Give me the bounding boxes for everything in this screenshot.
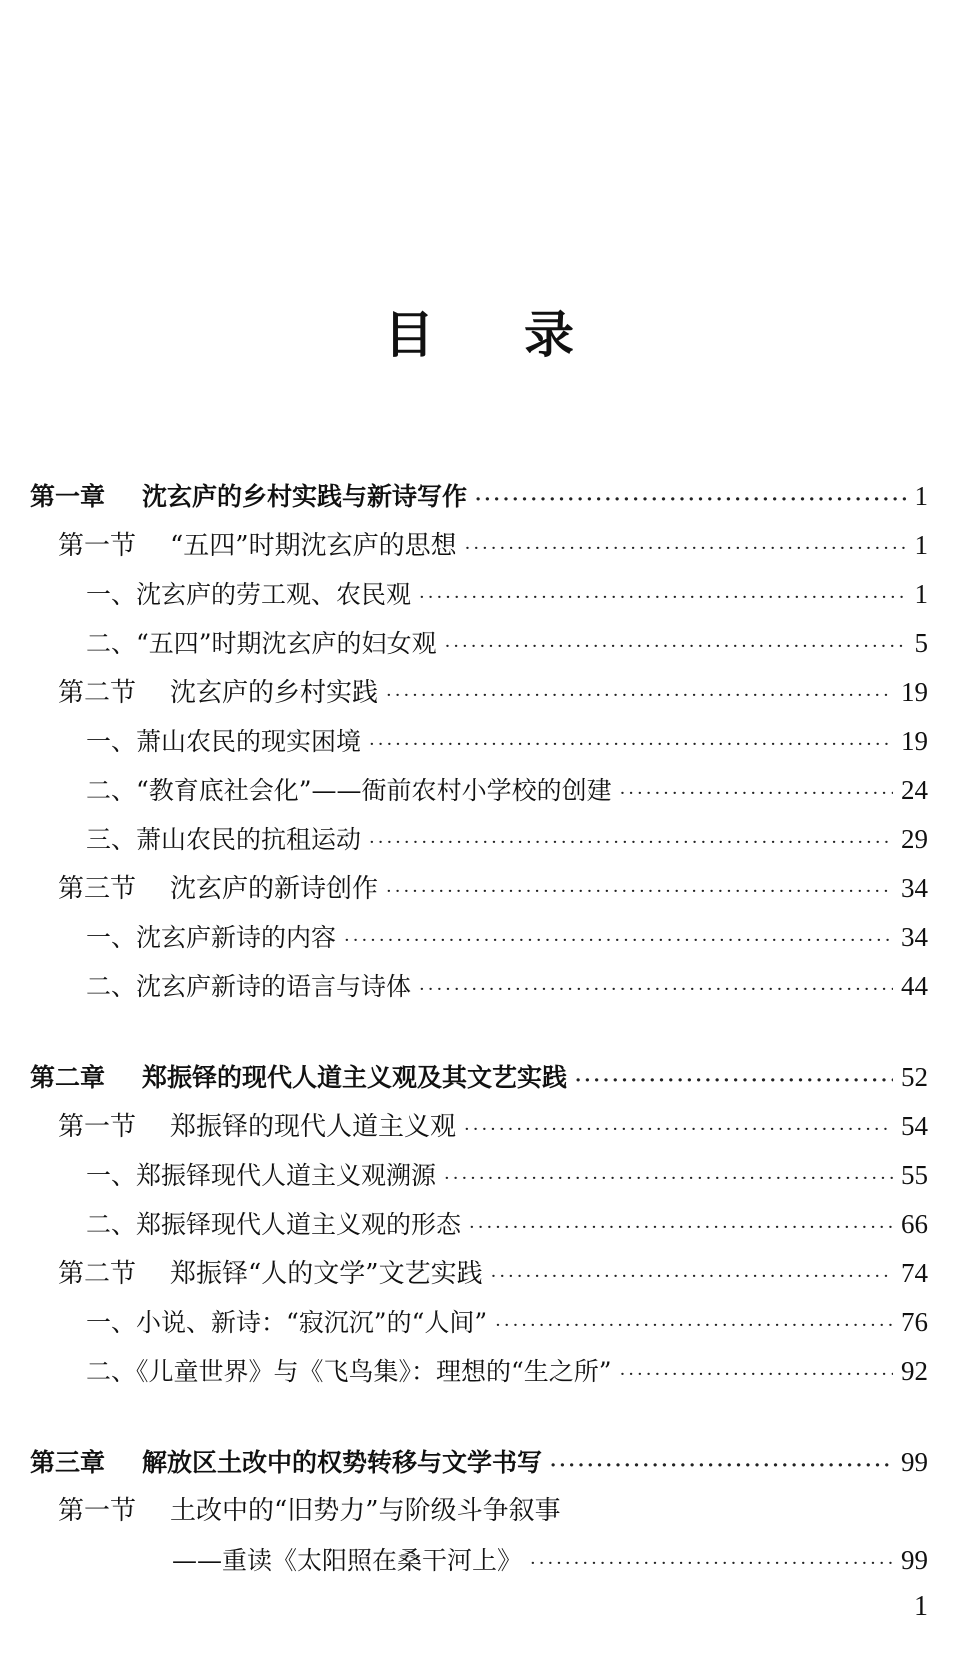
page-number: 52: [901, 1062, 928, 1092]
leader-dots: [386, 671, 893, 720]
leader-dots: [369, 818, 893, 867]
page-number: 19: [901, 726, 928, 756]
toc-chapter-1[interactable]: 第一章 沈玄庐的乡村实践与新诗写作 ····· 1: [30, 472, 928, 521]
leader-dots: [475, 475, 906, 524]
page-number: 24: [901, 775, 928, 805]
chapter-gap: [30, 1011, 928, 1053]
leader-dots: [550, 1441, 893, 1490]
leader-dots: [530, 1539, 893, 1588]
page-number: 55: [901, 1160, 928, 1190]
toc-subsection[interactable]: 二、《儿童世界》与《飞鸟集》：理想的“生之所” ····· 92: [30, 1347, 928, 1396]
toc-subsection[interactable]: 二、沈玄庐新诗的语言与诗体 ····· 44: [30, 962, 928, 1011]
leader-dots: [464, 1105, 893, 1154]
page-number: 1: [914, 530, 928, 560]
toc-section[interactable]: 第三节 沈玄庐的新诗创作 ····· 34: [30, 864, 928, 913]
leader-dots: [620, 769, 893, 818]
page-number: 1: [914, 579, 928, 609]
leader-dots: [495, 1301, 893, 1350]
page-number: 19: [901, 677, 928, 707]
leader-dots: [491, 1252, 893, 1301]
page-number: 34: [901, 873, 928, 903]
page-number: 1: [914, 481, 928, 511]
toc-section[interactable]: 第一节 土改中的“旧势力”与阶级斗争叙事: [58, 1496, 561, 1526]
page-number: 92: [901, 1356, 928, 1386]
folio-page-number: 1: [914, 1591, 928, 1622]
leader-dots: [445, 622, 907, 671]
page-number: 76: [901, 1307, 928, 1337]
leader-dots: [575, 1056, 893, 1105]
toc-section[interactable]: 第一节 “五四”时期沈玄庐的思想 ····· 1: [30, 521, 928, 570]
leader-dots: [469, 1203, 893, 1252]
page-number: 66: [901, 1209, 928, 1239]
toc-subsection[interactable]: 一、沈玄庐新诗的内容 ····· 34: [30, 913, 928, 962]
page-number: 44: [901, 971, 928, 1001]
table-of-contents: [30, 472, 928, 1585]
page-number: 54: [901, 1111, 928, 1141]
toc-subsection[interactable]: 三、萧山农民的抗租运动 ····· 29: [30, 815, 928, 864]
toc-subsection[interactable]: 一、郑振铎现代人道主义观溯源 ····· 55: [30, 1151, 928, 1200]
leader-dots: [465, 524, 907, 573]
toc-section-continuation[interactable]: ——重读《太阳照在桑干河上》 ····· 99: [30, 1536, 928, 1585]
page-title: 目录: [384, 305, 664, 364]
page-number: 99: [901, 1447, 928, 1477]
toc-subsection[interactable]: 二、“五四”时期沈玄庐的妇女观 ····· 5: [30, 619, 928, 668]
leader-dots: [419, 573, 906, 622]
toc-section[interactable]: 第一节 郑振铎的现代人道主义观 ····· 54: [30, 1102, 928, 1151]
toc-subsection[interactable]: 二、郑振铎现代人道主义观的形态 ····· 66: [30, 1200, 928, 1249]
page-number: 74: [901, 1258, 928, 1288]
leader-dots: [369, 720, 893, 769]
toc-section[interactable]: 第二节 郑振铎“人的文学”文艺实践 ····· 74: [30, 1249, 928, 1298]
page-number: 5: [914, 628, 928, 658]
toc-subsection[interactable]: 一、沈玄庐的劳工观、农民观 ····· 1: [30, 570, 928, 619]
leader-dots: [419, 965, 893, 1014]
leader-dots: [620, 1350, 893, 1399]
toc-subsection[interactable]: 一、萧山农民的现实困境 ····· 19: [30, 717, 928, 766]
toc-section[interactable]: 第二节 沈玄庐的乡村实践 ····· 19: [30, 668, 928, 717]
leader-dots: [444, 1154, 893, 1203]
page-number: 29: [901, 824, 928, 854]
toc-chapter-3[interactable]: 第三章 解放区土改中的权势转移与文学书写 ····· 99: [30, 1438, 928, 1487]
toc-subsection[interactable]: 二、“教育底社会化”——衙前农村小学校的创建 ····· 24: [30, 766, 928, 815]
chapter-gap: [30, 1396, 928, 1438]
page-number: 99: [901, 1545, 928, 1575]
toc-chapter-2[interactable]: 第二章 郑振铎的现代人道主义观及其文艺实践 ····· 52: [30, 1053, 928, 1102]
leader-dots: [344, 916, 893, 965]
toc-subsection[interactable]: 一、小说、新诗：“寂沉沉”的“人间” ····· 76: [30, 1298, 928, 1347]
page-number: 34: [901, 922, 928, 952]
leader-dots: [386, 867, 893, 916]
